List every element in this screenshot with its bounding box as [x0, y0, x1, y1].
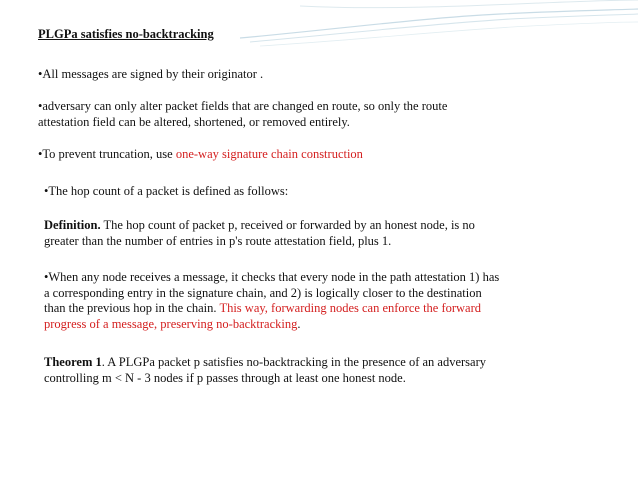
definition-block [44, 218, 475, 249]
bullet-adversary-line2: attestation field can be altered, shortened, or removed entirely. [38, 114, 350, 129]
receive-line4-highlight: progress of a message, preserving no-backtracking [44, 316, 298, 331]
definition-text-1: The hop count of packet p, received or forwarded by an honest node, is no [100, 218, 475, 232]
receive-line4-text: . [297, 316, 301, 331]
theorem-block [44, 355, 486, 386]
receive-line1: •When any node receives a message, it checks that every node in the path attestation 1) has [44, 270, 500, 284]
theorem-label: Theorem 1 [44, 355, 102, 369]
theorem-line2: controlling m < N - 3 nodes if p passes through at least one honest node. [44, 370, 406, 385]
bullet-receive [44, 270, 499, 332]
bullet-signed: •All messages are signed by their originator . [38, 67, 264, 81]
receive-line2: a corresponding entry in the signature chain, and 2) is logically closer to the destination [44, 285, 482, 300]
bullet-adversary-line1: •adversary can only alter packet fields that are changed en route, so only the route [38, 99, 448, 113]
receive-line3 [44, 301, 499, 317]
theorem-text-1: . A PLGPa packet p satisfies no-backtracking in the presence of an adversary [101, 355, 486, 369]
receive-line3-highlight: This way, forwarding nodes can enforce the forward [219, 301, 482, 315]
receive-line3-text: than the previous hop in the chain. [44, 301, 220, 315]
bullet-prevent-truncation [38, 147, 363, 163]
bullet-prevent-text: •To prevent truncation, use [38, 147, 176, 161]
receive-line4 [44, 317, 499, 333]
definition-label: Definition. [44, 218, 101, 232]
theorem-line1 [44, 355, 486, 371]
bullet-hop-count: •The hop count of a packet is defined as follows: [44, 184, 289, 198]
slide-title: PLGPa satisfies no-backtracking [38, 27, 214, 41]
bullet-prevent-highlight: one-way signature chain construction [175, 147, 363, 161]
bullet-adversary [38, 99, 447, 130]
definition-line2: greater than the number of entries in p's route attestation field, plus 1. [44, 233, 392, 248]
definition-line1 [44, 218, 475, 234]
